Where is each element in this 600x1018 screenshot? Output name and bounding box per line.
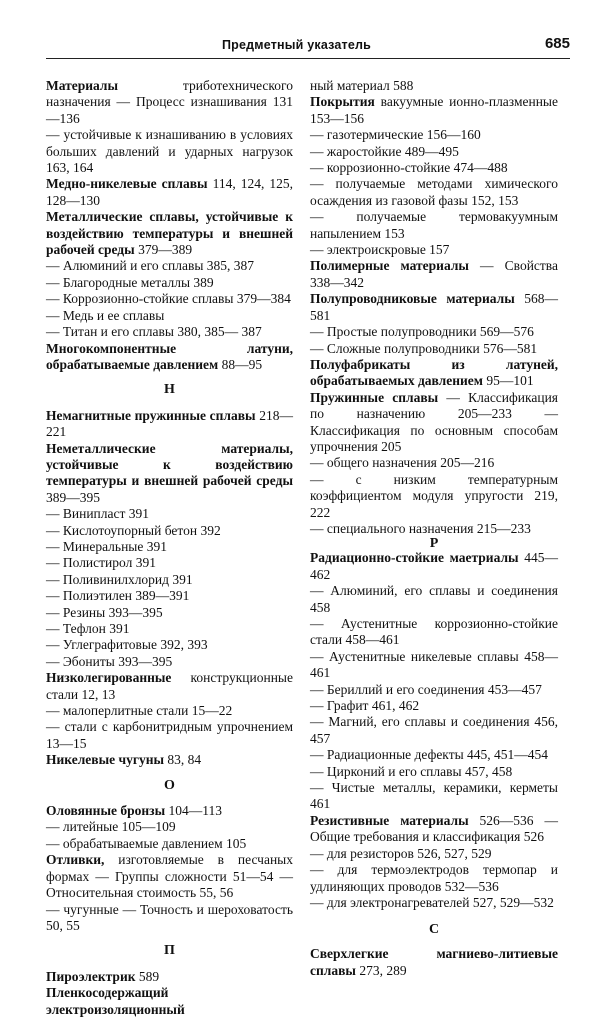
index-block [310,78,558,537]
index-subentry: — Титан и его сплавы 380, 385— 387 [46,324,262,340]
index-subentry: — Медь и ее сплавы [46,307,165,323]
index-subentry: — специального назначения 215—233 [310,520,531,536]
index-entry [310,390,558,456]
index-subentry: — малоперлитные стали 15—22 [46,703,233,719]
index-entry [46,985,293,1018]
index-term: Радиационно-стойкие маетриалы [310,550,519,566]
index-pages: 95—101 [482,373,534,389]
index-subentry: — получаемые термовакуумным напылением 153 [310,209,558,241]
index-term: Сверхлегкие магниево-литиевые сплавы [310,946,558,978]
index-pages: — Свойства 338—342 [310,258,558,290]
index-entry [310,258,558,291]
page-number: 685 [544,35,570,52]
index-subentry: — Простые полупроводники 569—576 [310,324,534,340]
index-block [310,946,558,979]
index-pages: 83, 84 [164,752,202,768]
index-term: Медно-никелевые сплавы [46,176,208,192]
index-term: Пироэлектрик [46,968,136,984]
index-entry [46,341,293,374]
index-subentry: — Магний, его сплавы и соединения 456, 457 [310,714,558,746]
index-entry [46,408,293,441]
section-letter-r: Р [429,536,439,552]
index-subentry: — Кислотоупорный бетон 392 [46,522,221,538]
index-subentry: — для резисторов 526, 527, 529 [310,845,492,861]
index-subentry: — Чистые металлы, керамики, керметы 461 [310,780,558,812]
index-entry [46,670,293,703]
index-entry [310,946,558,979]
index-entry [310,813,558,846]
index-subentry: — Цирконий и его сплавы 457, 458 [310,763,513,779]
index-entry [310,357,558,390]
index-term: Оловянные бронзы [46,803,166,819]
index-block [46,408,293,769]
index-term: Покрытия [310,94,375,110]
index-subentry: — получаемые методами химического осаждения из газовой фазы 152, 153 [310,176,558,208]
index-pages: 104—113 [165,803,222,819]
section-letter-n: Н [164,382,175,398]
index-subentry: — коррозионно-стойкие 474—488 [310,160,508,176]
index-term: Полупроводниковые материалы [310,291,515,307]
running-title: Предметный указатель [222,38,372,52]
index-subentry: — общего назначения 205—216 [310,455,495,471]
index-subentry: — Благородные металлы 389 [46,274,214,290]
index-pages: 589 [135,968,160,984]
index-term: Низколегированные [46,670,172,686]
index-subentry: — Винипласт 391 [46,506,150,522]
section-letter-o: О [164,777,175,793]
index-subentry: — Полиэтилен 389—391 [46,588,190,604]
section-letter-p: П [164,943,175,959]
index-pages: — Классификация по назначению 205—233 — Классификация по основным способам упрочнения 205 [310,389,559,454]
index-term: Полимерные материалы [310,258,469,274]
index-term: Немагнитные пружинные сплавы [46,407,256,423]
index-pages: 445—462 [310,550,558,582]
index-subentry: — обрабатываемые давлением 105 [46,835,247,851]
index-subentry: — Графит 461, 462 [310,698,420,714]
index-term: Пружинные сплавы [310,389,439,405]
index-term: Резистивные материалы [310,812,469,828]
index-entry [46,441,293,507]
index-subentry: — Минеральные 391 [46,538,167,554]
index-term: Неметаллические материалы, устойчивые к воздействию температуры и внешней рабочей среды [46,440,293,489]
index-entry [310,94,558,127]
index-subentry: ный материал 588 [310,78,414,93]
index-subentry: — Резины 393—395 [46,604,163,620]
index-subentry: — Коррозионно-стойкие сплавы 379—384 [46,291,291,307]
index-block [46,78,293,373]
index-term: Отливки, [46,852,105,868]
index-block [46,803,293,934]
index-term: Пленкосодержащий электроизоляционный [46,985,185,1017]
index-pages: 218—221 [46,407,293,440]
index-subentry: — жаростойкие 489—495 [310,143,459,159]
index-subentry: — Аустенитные коррозионно-стойкие стали 458—461 [310,616,558,648]
index-pages: 568—581 [310,291,558,323]
index-pages: изготовляемые в песчаных формах — Группы сложности 51—54 — Относительная стоимость 55, 56 [46,852,293,901]
index-entry [46,852,293,901]
index-block [310,550,558,911]
index-term: Никелевые чугуны [46,752,165,768]
index-subentry: — устойчивые к изнашиванию в условиях больших давлений и ударных нагрузок 163, 164 [46,127,293,176]
index-subentry: — электроискровые 157 [310,242,450,258]
index-pages: конструкционные стали 12, 13 [46,670,293,702]
index-term: Материалы [46,78,119,93]
index-term: Металлические сплавы, устойчивые к воздействию температуры и внешней рабочей среды [46,209,293,258]
index-pages: триботехнического назначения — Процесс изнашивания 131—136 [46,78,293,126]
index-pages: 88—95 [218,356,263,372]
index-subentry: — Эбониты 393—395 [46,653,173,669]
index-subentry: — Алюминий и его сплавы 385, 387 [46,258,255,274]
index-entry [46,803,293,819]
index-pages: 389—395 [46,489,100,505]
index-subentry: — литейные 105—109 [46,819,176,835]
index-subentry: — Тефлон 391 [46,621,130,636]
index-pages: 526—536 — Общие требования и классификация 526 [310,812,558,845]
index-term: Полуфабрикаты из латуней, обрабатываемых давлением [310,356,558,389]
index-subentry: — Алюминий, его сплавы и соединения 458 [310,583,558,615]
index-subentry: — Бериллий и его соединения 453—457 [310,681,542,697]
index-subentry: — для электронагревателей 527, 529—532 [310,894,554,910]
index-pages: 273, 289 [355,962,407,978]
index-block [46,969,293,1018]
index-entry [46,176,293,209]
index-entry [46,969,293,985]
index-subentry: — стали с карбонитридным упрочнением 13—15 [46,719,293,751]
index-subentry: — Радиационные дефекты 445, 451—454 [310,747,549,763]
index-subentry: — Аустенитные никелевые сплавы 458—461 [310,648,558,681]
index-pages: 379—389 [134,242,193,258]
index-subentry: — Сложные полупроводники 576—581 [310,340,538,356]
index-entry [46,752,293,768]
index-subentry: — с низким температурным коэффициентом модуля упругости 219, 222 [310,471,558,520]
page-header [46,34,570,59]
index-subentry: — Углеграфитовые 392, 393 [46,637,208,653]
index-entry [310,550,558,583]
index-column-left [46,78,293,1018]
index-subentry: — для термоэлектродов термопар и удлиняющих проводов 532—536 [310,862,558,894]
index-entry [46,78,293,127]
section-letter-s: С [428,922,440,938]
index-term: Многокомпонентные латуни, обрабатываемые давлением [46,340,293,372]
index-entry [46,209,293,258]
index-entry [310,291,558,324]
index-subentry: — Полистирол 391 [46,555,156,571]
index-pages: вакуумные ионно-плазменные 153—156 [310,94,558,126]
index-subentry: — чугунные — Точность и шероховатость 50, 55 [46,901,293,933]
index-subentry: — газотермические 156—160 [310,127,481,143]
index-column-right [310,78,558,979]
index-subentry: — Поливинилхлорид 391 [46,571,193,587]
index-pages: 114, 124, 125, 128—130 [46,176,293,208]
